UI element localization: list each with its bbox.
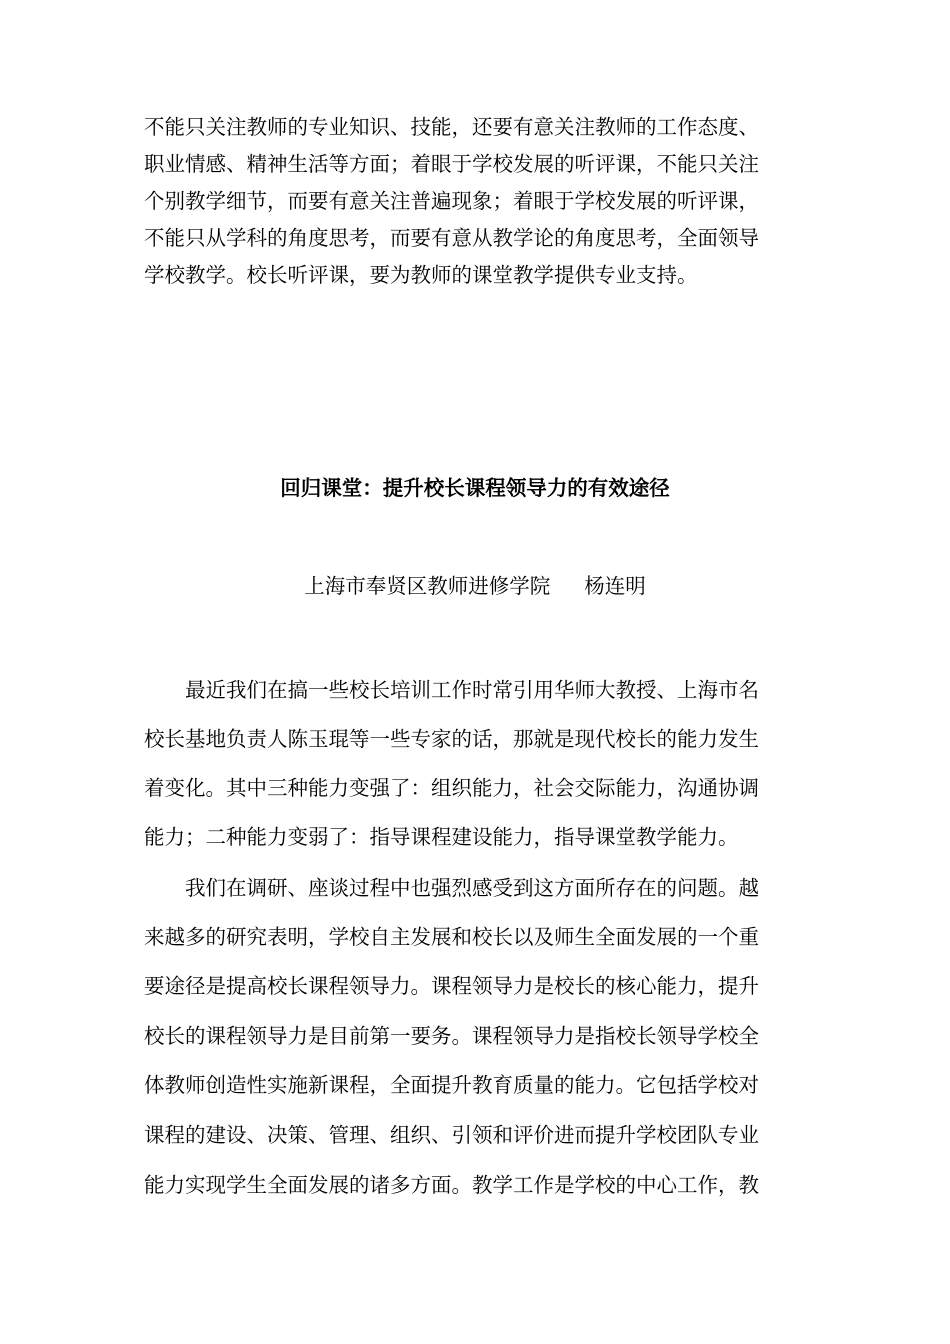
paragraph-line: 学校教学。校长听评课，要为教师的课堂教学提供专业支持。: [144, 263, 698, 287]
body-line: 能力；二种能力变弱了：指导课程建设能力，指导课堂教学能力。: [144, 825, 739, 849]
body-line: 校长的课程领导力是目前第一要务。课程领导力是指校长领导学校全: [144, 1024, 759, 1048]
body-line: 能力实现学生全面发展的诸多方面。教学工作是学校的中心工作，教: [144, 1173, 759, 1197]
body-line: 最近我们在搞一些校长培训工作时常引用华师大教授、上海市名: [144, 678, 759, 702]
body-line: 校长基地负责人陈玉琨等一些专家的话，那就是现代校长的能力发生: [144, 727, 759, 751]
article-byline: [0, 571, 950, 601]
article-title: 回归课堂：提升校长课程领导力的有效途径: [280, 476, 670, 500]
paragraph-line: 个别教学细节，而要有意关注普遍现象；着眼于学校发展的听评课，: [144, 189, 759, 213]
body-line: 着变化。其中三种能力变强了：组织能力，社会交际能力，沟通协调: [144, 776, 759, 800]
body-line: 我们在调研、座谈过程中也强烈感受到这方面所存在的问题。越: [144, 876, 759, 900]
paragraph-line: 职业情感、精神生活等方面；着眼于学校发展的听评课，不能只关注: [144, 152, 759, 176]
paragraph-line: 不能只从学科的角度思考，而要有意从教学论的角度思考，全面领导: [144, 226, 759, 250]
body-line: 来越多的研究表明，学校自主发展和校长以及师生全面发展的一个重: [144, 925, 759, 949]
author-name: 杨连明: [584, 574, 646, 598]
author-institution: 上海市奉贤区教师进修学院: [304, 574, 551, 598]
body-line: 体教师创造性实施新课程，全面提升教育质量的能力。它包括学校对: [144, 1073, 759, 1097]
body-line: 要途径是提高校长课程领导力。课程领导力是校长的核心能力，提升: [144, 974, 759, 998]
body-line: 课程的建设、决策、管理、组织、引领和评价进而提升学校团队专业: [144, 1123, 759, 1147]
paragraph-line: 不能只关注教师的专业知识、技能，还要有意关注教师的工作态度、: [144, 115, 759, 139]
